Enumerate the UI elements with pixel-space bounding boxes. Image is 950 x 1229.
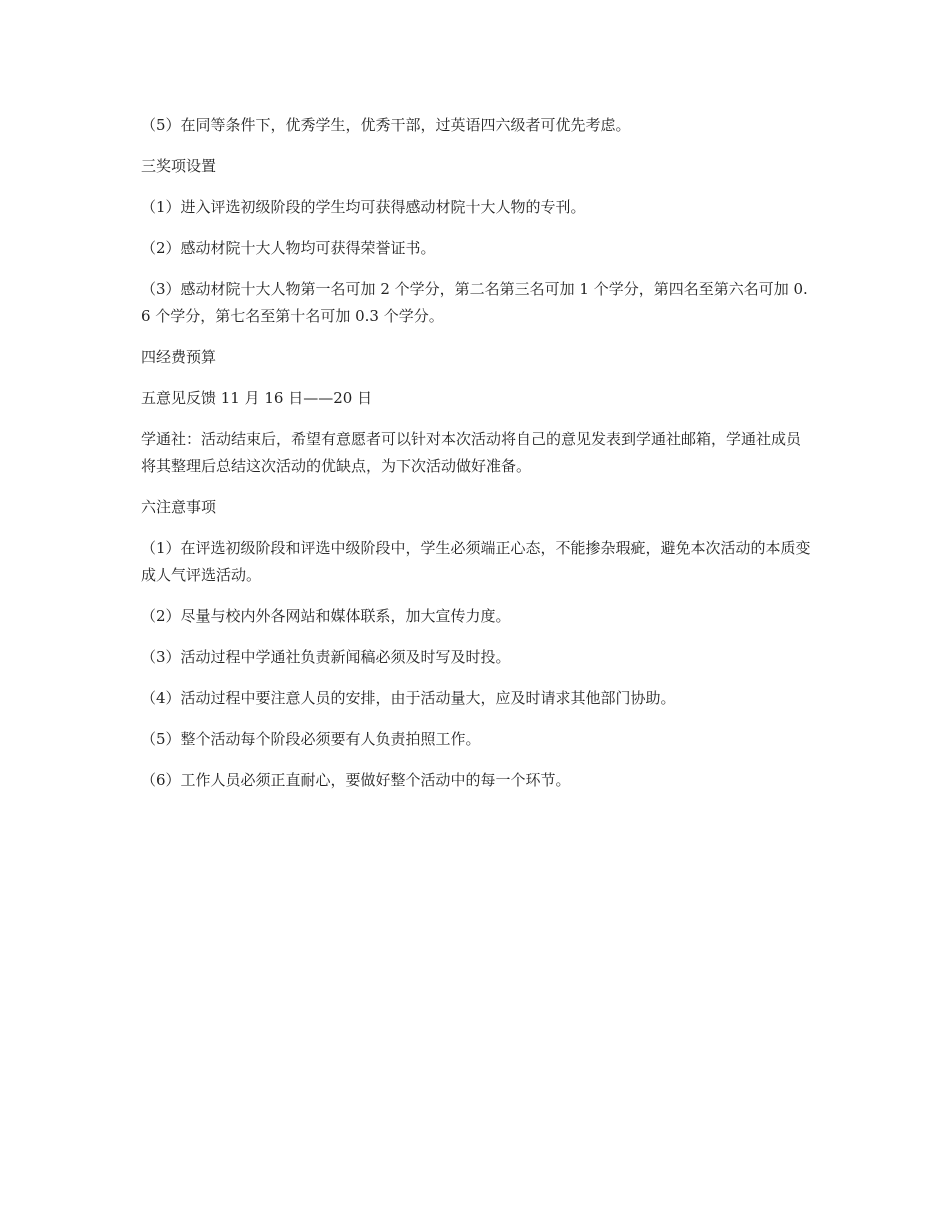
paragraph-note-3: （3）活动过程中学通社负责新闻稿必须及时写及时投。	[141, 648, 511, 666]
paragraph-note-2: （2）尽量与校内外各网站和媒体联系，加大宣传力度。	[141, 607, 511, 625]
paragraph-award-2: （2）感动材院十大人物均可获得荣誉证书。	[141, 239, 436, 257]
heading-budget: 四经费预算	[141, 348, 217, 366]
paragraph-feedback: 学通社：活动结束后，希望有意愿者可以针对本次活动将自己的意见发表到学通社邮箱，学通社成员将其整理后总结这次活动的优缺点，为下次活动做好准备。	[141, 430, 802, 475]
heading-feedback: 五意见反馈 11 月 16 日——20 日	[141, 389, 373, 407]
paragraph-award-1: （1）进入评选初级阶段的学生均可获得感动材院十大人物的专刊。	[141, 198, 586, 216]
heading-notes: 六注意事项	[141, 498, 217, 516]
paragraph-note-6: （6）工作人员必须正直耐心，要做好整个活动中的每一个环节。	[141, 771, 571, 789]
paragraph-note-5: （5）整个活动每个阶段必须要有人负责拍照工作。	[141, 730, 481, 748]
paragraph-criteria-5: （5）在同等条件下，优秀学生，优秀干部，过英语四六级者可优先考虑。	[141, 116, 631, 134]
document-body	[141, 112, 811, 808]
paragraph-note-1: （1）在评选初级阶段和评选中级阶段中，学生必须端正心态，不能掺杂瑕疵，避免本次活动的本质变成人气评选活动。	[141, 539, 811, 584]
heading-awards: 三奖项设置	[141, 157, 217, 175]
paragraph-award-3: （3）感动材院十大人物第一名可加 2 个学分，第二名第三名可加 1 个学分，第四名至第六名可加 0.6 个学分，第七名至第十名可加 0.3 个学分。	[141, 280, 808, 325]
paragraph-note-4: （4）活动过程中要注意人员的安排，由于活动量大，应及时请求其他部门协助。	[141, 689, 676, 707]
